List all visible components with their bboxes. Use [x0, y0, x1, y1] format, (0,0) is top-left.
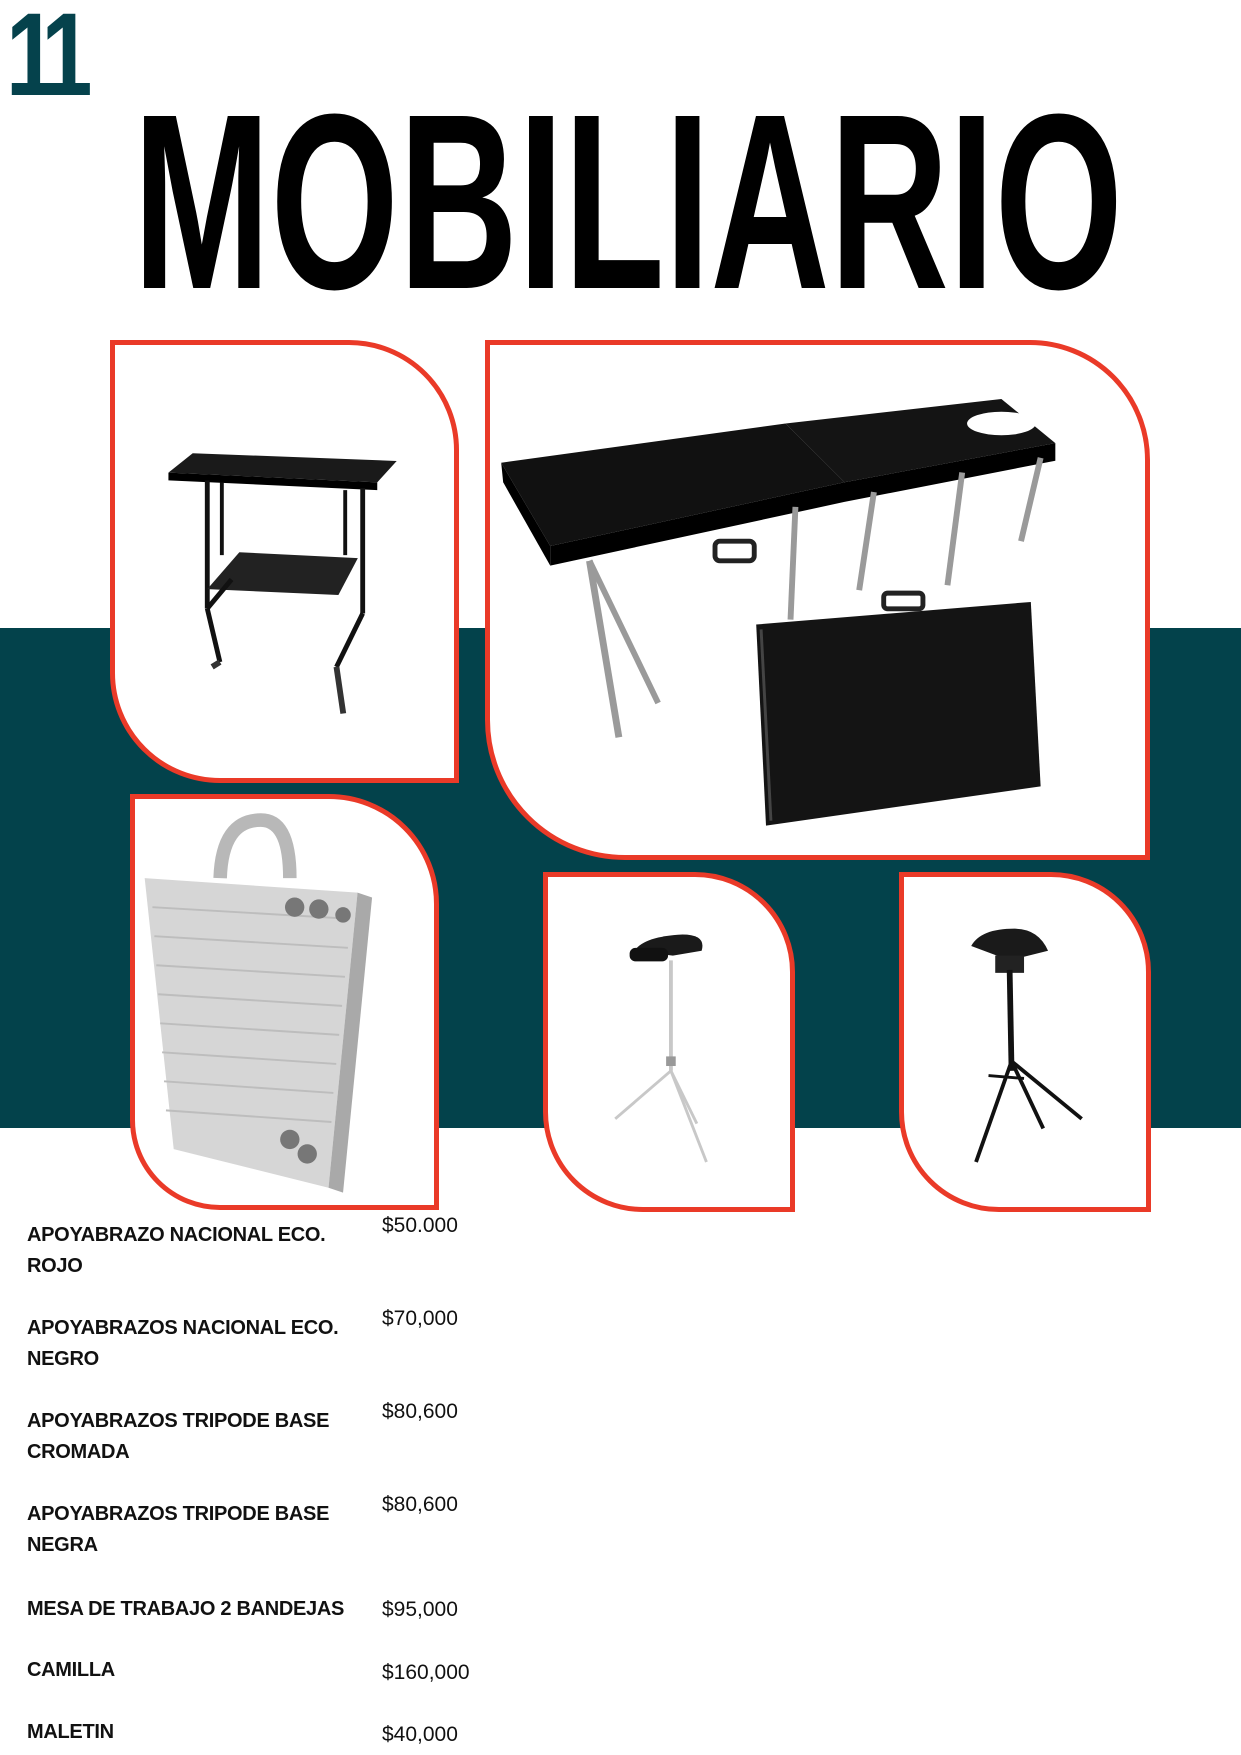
- maletin-illustration: [135, 799, 434, 1205]
- item-price: $80,600: [382, 1400, 458, 1423]
- item-name: CAMILLA: [27, 1659, 115, 1681]
- item-price: $160,000: [382, 1661, 470, 1684]
- item-price: $40,000: [382, 1723, 458, 1746]
- item-price: $50.000: [382, 1214, 458, 1237]
- item-name: APOYABRAZO NACIONAL ECO. ROJO: [27, 1224, 326, 1277]
- page-number: 11: [6, 0, 82, 121]
- item-price: $70,000: [382, 1307, 458, 1330]
- page-title-text: MOBILIARIO: [133, 100, 1123, 330]
- product-image-armrest-black: [899, 872, 1151, 1212]
- item-name: APOYABRAZOS NACIONAL ECO. NEGRO: [27, 1317, 339, 1370]
- item-price: $95,000: [382, 1598, 458, 1621]
- product-image-camilla: [485, 340, 1150, 860]
- item-name: MESA DE TRABAJO 2 BANDEJAS: [27, 1598, 345, 1620]
- item-name: MALETIN: [27, 1721, 114, 1743]
- product-image-maletin: [130, 794, 439, 1210]
- armrest-chrome-illustration: [548, 877, 790, 1207]
- armrest-black-illustration: [904, 877, 1146, 1207]
- item-name: APOYABRAZOS TRIPODE BASE CROMADA: [27, 1410, 330, 1463]
- product-image-armrest-chrome: [543, 872, 795, 1212]
- page-title: [128, 100, 1128, 330]
- work-table-illustration: [115, 345, 454, 778]
- product-image-work-table: [110, 340, 459, 783]
- item-name: APOYABRAZOS TRIPODE BASE NEGRA: [27, 1503, 330, 1556]
- item-price: $80,600: [382, 1493, 458, 1516]
- camilla-illustration: [490, 345, 1145, 855]
